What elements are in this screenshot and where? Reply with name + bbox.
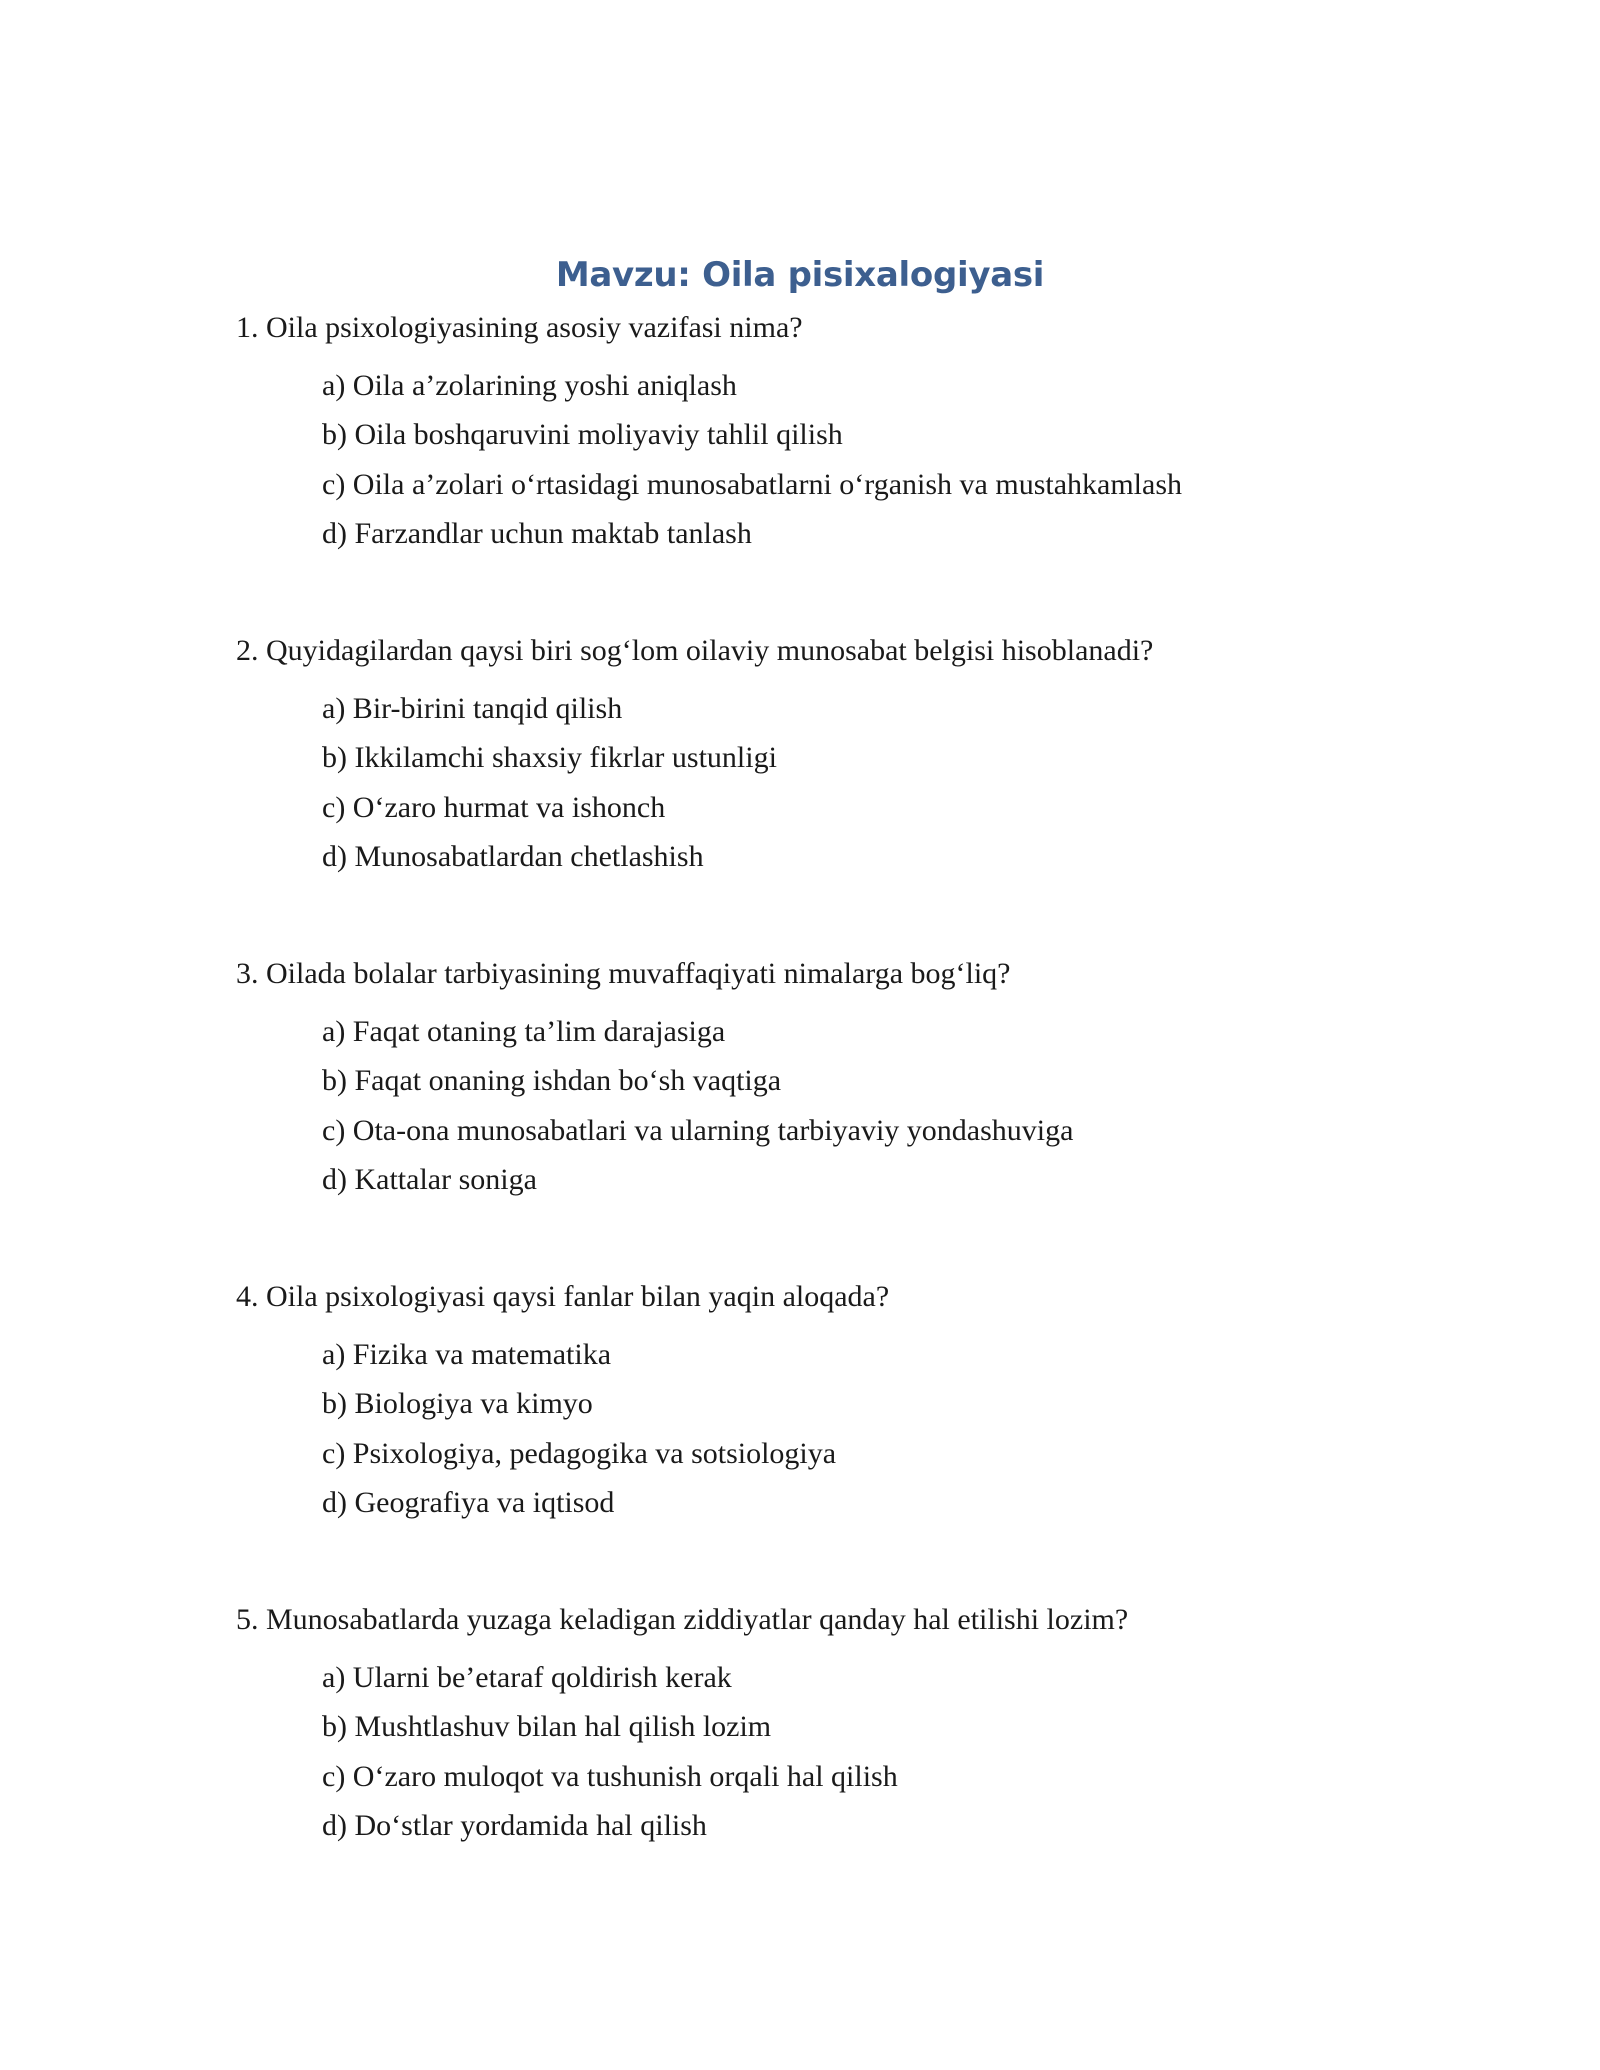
question-4-option-a: a) Fizika va matematika xyxy=(322,1338,612,1371)
question-1-option-d: d) Farzandlar uchun maktab tanlash xyxy=(322,517,752,550)
question-2-option-b: b) Ikkilamchi shaxsiy fikrlar ustunligi xyxy=(322,741,777,774)
question-3-option-c: c) Ota-ona munosabatlari va ularning tarbiyaviy yondashuviga xyxy=(322,1114,1074,1147)
question-3-option-a: a) Faqat otaning ta’lim darajasiga xyxy=(322,1015,726,1048)
question-2-option-c: c) O‘zaro hurmat va ishonch xyxy=(322,791,666,824)
question-1-option-c: c) Oila a’zolari o‘rtasidagi munosabatlarni o‘rganish va mustahkamlash xyxy=(322,468,1183,501)
question-4: 4. Oila psixologiyasi qaysi fanlar bilan yaqin aloqada? xyxy=(236,1280,890,1313)
question-4-option-c: c) Psixologiya, pedagogika va sotsiologiya xyxy=(322,1437,837,1470)
question-5-option-b: b) Mushtlashuv bilan hal qilish lozim xyxy=(322,1710,772,1743)
question-4-option-d: d) Geografiya va iqtisod xyxy=(322,1486,615,1519)
question-1-option-a: a) Oila a’zolarining yoshi aniqlash xyxy=(322,369,737,402)
question-5-option-d: d) Do‘stlar yordamida hal qilish xyxy=(322,1809,707,1842)
question-5-option-c: c) O‘zaro muloqot va tushunish orqali hal qilish xyxy=(322,1760,898,1793)
question-3-option-b: b) Faqat onaning ishdan bo‘sh vaqtiga xyxy=(322,1064,782,1097)
question-4-option-b: b) Biologiya va kimyo xyxy=(322,1387,593,1420)
document-title: Mavzu: Oila pisixalogiyasi xyxy=(555,255,1045,295)
question-2-option-a: a) Bir-birini tanqid qilish xyxy=(322,692,623,725)
question-1-option-b: b) Oila boshqaruvini moliyaviy tahlil qilish xyxy=(322,418,843,451)
question-3: 3. Oilada bolalar tarbiyasining muvaffaqiyati nimalarga bog‘liq? xyxy=(236,957,1011,990)
question-1: 1. Oila psixologiyasining asosiy vazifasi nima? xyxy=(236,311,803,344)
question-2: 2. Quyidagilardan qaysi biri sog‘lom oilaviy munosabat belgisi hisoblanadi? xyxy=(236,634,1154,667)
question-2-option-d: d) Munosabatlardan chetlashish xyxy=(322,840,704,873)
question-5-option-a: a) Ularni be’etaraf qoldirish kerak xyxy=(322,1661,732,1694)
question-3-option-d: d) Kattalar soniga xyxy=(322,1163,537,1196)
question-5: 5. Munosabatlarda yuzaga keladigan ziddiyatlar qanday hal etilishi lozim? xyxy=(236,1603,1129,1636)
